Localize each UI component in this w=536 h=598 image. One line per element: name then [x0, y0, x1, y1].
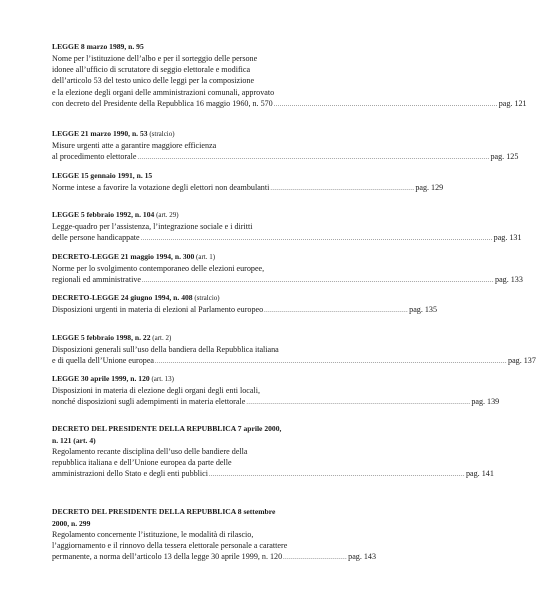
toc-entry — [52, 332, 536, 368]
toc-entry — [52, 251, 523, 287]
entry-last-line: delle persone handicappate ................................................................................................................................................................................ pag. 131 — [52, 232, 374, 245]
entry-last-line: amministrazioni dello Stato e degli enti pubblici ................................................................................................................................ pag. 141 — [52, 468, 374, 481]
entry-text-line: Misure urgenti atte a garantire maggiore efficienza — [52, 141, 217, 150]
leader-dots: ................................................................................................................................................................................ — [142, 278, 495, 285]
leader-dots: ................................ — [283, 555, 348, 562]
entry-last-line: con decreto del Presidente della Repubblica 16 maggio 1960, n. 570 ................................................................................................................ pag. 121 — [52, 98, 374, 111]
entry-last-line: e di quella dell’Unione europea ................................................................................................................................................................................ pag. 137 — [52, 355, 374, 368]
entry-text-line: Nome per l’istituzione dell’albo e per il sorteggio delle persone — [52, 54, 258, 63]
entry-last-line: regionali ed amministrative ................................................................................................................................................................................ pag. 133 — [52, 274, 374, 287]
entry-last-line: Norme intese a favorire la votazione degli elettori non deambulanti ........................................................................ pag. 129 — [52, 182, 374, 195]
page-number: pag. 129 — [415, 183, 444, 192]
page-number: pag. 121 — [498, 98, 527, 108]
entry-heading: DECRETO-LEGGE 21 maggio 1994, n. 300 (art. 1) — [52, 252, 216, 261]
toc-entry — [52, 128, 519, 164]
entry-text-line: idonee all’ufficio di scrutatore di seggio elettorale e modifica — [52, 65, 251, 75]
leader-dots: ................................................................................................................................................................................ — [140, 236, 493, 243]
entry-last-line: al procedimento elettorale ................................................................................................................................................................................ pag. 125 — [52, 151, 374, 164]
page-number: pag. 137 — [508, 356, 536, 366]
page-number: pag. 133 — [495, 275, 523, 285]
page-number: pag. 131 — [493, 233, 522, 243]
entry-text-line: dell’articolo 53 del testo unico delle leggi per la composizione — [52, 76, 255, 86]
entry-heading-continued: 2000, n. 299 — [52, 519, 91, 528]
entry-heading: LEGGE 30 aprile 1999, n. 120 (art. 13) — [52, 374, 174, 383]
page-number: pag. 139 — [471, 397, 500, 407]
leader-dots: ........................................................................ — [270, 186, 415, 192]
leader-dots: ................................................................................................................ — [246, 400, 471, 407]
entry-last-line: permanente, a norma dell’articolo 13 della legge 30 aprile 1999, n. 120 ................................ pag. 143 — [52, 551, 374, 564]
page-number: pag. 141 — [466, 469, 494, 479]
entry-text-line: Regolamento recante disciplina dell’uso delle bandiere della — [52, 447, 248, 456]
leader-dots: ................................................................................................................................................................................ — [137, 155, 490, 162]
toc-entry — [52, 292, 438, 317]
entry-heading-continued: n. 121 (art. 4) — [52, 436, 96, 445]
page-number: pag. 125 — [490, 152, 519, 162]
page-number: pag. 135 — [409, 305, 438, 314]
entry-text-line: Regolamento concernente l’istituzione, le modalità di rilascio, — [52, 530, 254, 539]
entry-text-line: Disposizioni in materia di elezione degli organi degli enti locali, — [52, 386, 260, 395]
entry-heading: LEGGE 5 febbraio 1998, n. 22 (art. 2) — [52, 333, 172, 342]
entry-text-line: Norme per lo svolgimento contemporaneo delle elezioni europee, — [52, 264, 265, 273]
entry-heading: LEGGE 5 febbraio 1992, n. 104 (art. 29) — [52, 210, 179, 219]
page-number: pag. 143 — [348, 552, 377, 562]
toc-entry — [52, 506, 377, 565]
entry-text-line: Disposizioni generali sull’uso della bandiera della Repubblica italiana — [52, 345, 279, 354]
entry-heading: LEGGE 21 marzo 1990, n. 53 (stralcio) — [52, 129, 175, 138]
entry-text-line: e la elezione degli organi delle amministrazioni comunali, approvato — [52, 87, 275, 97]
toc-entry — [52, 209, 522, 245]
entry-last-line: Disposizioni urgenti in materia di elezioni al Parlamento europeo ........................................................................ pag. 135 — [52, 304, 374, 317]
entry-heading: LEGGE 15 gennaio 1991, n. 15 — [52, 171, 153, 180]
toc-entry — [52, 41, 527, 111]
entry-heading: LEGGE 8 marzo 1989, n. 95 — [52, 42, 144, 51]
toc-entry — [52, 373, 500, 409]
leader-dots: ................................................................................................................ — [273, 101, 498, 108]
toc-entry — [52, 170, 444, 195]
entry-text-line: repubblica italiana e dell’Unione europea da parte delle — [52, 458, 232, 468]
entry-heading: DECRETO DEL PRESIDENTE DELLA REPUBBLICA 8 settembre — [52, 507, 276, 516]
entry-heading: DECRETO DEL PRESIDENTE DELLA REPUBBLICA 7 aprile 2000, — [52, 424, 282, 433]
toc-entry — [52, 423, 494, 482]
entry-text-line: l’aggiornamento e il rinnovo della tessera elettorale personale a carattere — [52, 541, 288, 551]
leader-dots: ................................................................................................................................ — [209, 472, 465, 479]
entry-last-line: nonché disposizioni sugli adempimenti in materia elettorale ................................................................................................................ pag. 139 — [52, 396, 374, 409]
leader-dots: ........................................................................ — [264, 308, 409, 314]
entry-heading: DECRETO-LEGGE 24 giugno 1994, n. 408 (stralcio) — [52, 293, 220, 302]
entry-text-line: Legge-quadro per l’assistenza, l’integrazione sociale e i diritti — [52, 222, 253, 231]
leader-dots: ................................................................................................................................................................................ — [155, 359, 508, 366]
